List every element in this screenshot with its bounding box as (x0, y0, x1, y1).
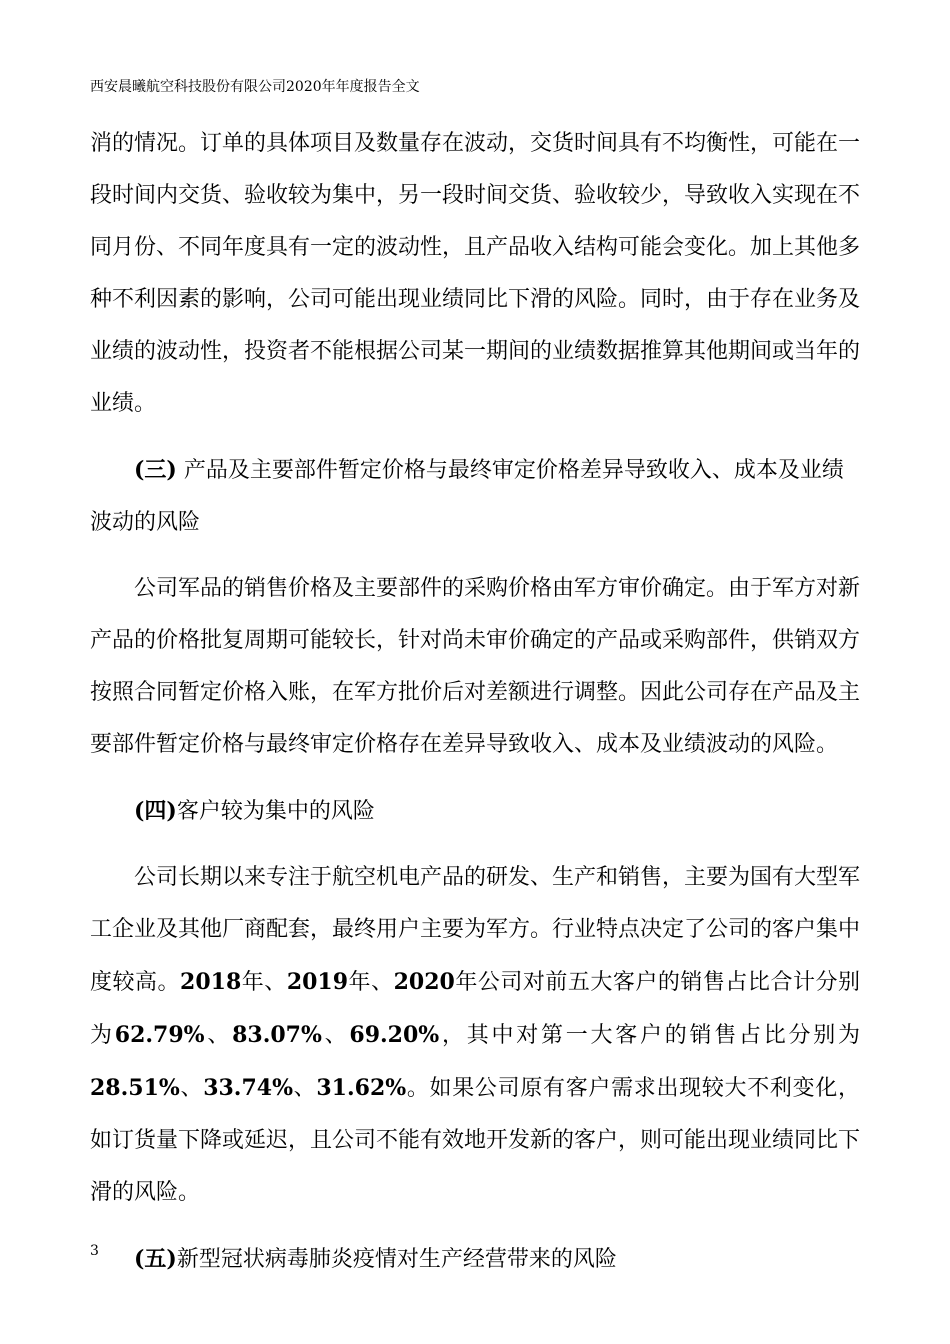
text-run: ，其中对第一大客户的销售占比分别为 (439, 1023, 860, 1048)
text-run: 年、 (241, 970, 287, 995)
text-run: 。如果公司原有客户需求出现较大不利变化，如订货量下降或延迟，且公司不能有效地开发新的客户，则可能出现业绩同比下滑的风险。 (90, 1076, 861, 1205)
year-value: 2019 (286, 969, 349, 995)
text-run: 、 (321, 1023, 350, 1048)
section-title: 新型冠状病毒肺炎疫情对生产经营带来的风险 (176, 1247, 617, 1272)
report-header: 西安晨曦航空科技股份有限公司2020年年度报告全文 (90, 79, 420, 95)
percent-value: 62.79% (114, 1022, 205, 1048)
page-number: 3 (90, 1243, 99, 1259)
section-number: (四) (134, 798, 177, 824)
section-title: 客户较为集中的风险 (176, 799, 375, 824)
percent-value: 83.07% (232, 1022, 322, 1048)
year-value: 2020 (393, 969, 455, 995)
section-number: (五) (134, 1246, 177, 1272)
section-number: (三) (134, 457, 177, 483)
text-run: 年、 (348, 970, 394, 995)
percent-value: 33.74% (203, 1075, 293, 1101)
text-run: 、 (179, 1076, 204, 1101)
document-body (90, 118, 860, 1300)
section-heading-3 (90, 444, 860, 549)
percent-value: 28.51% (90, 1075, 180, 1101)
section-title: 产品及主要部件暂定价格与最终审定价格差异导致收入、成本及业绩波动的风险 (90, 458, 844, 535)
section-heading-4 (90, 785, 860, 838)
paragraph-continued: 消的情况。订单的具体项目及数量存在波动，交货时间具有不均衡性，可能在一段时间内交货、验收较为集中，另一段时间交货、验收较少，导致收入实现在不同月份、不同年度具有一定的波动性，且产品收入结构可能会变化。加上其他多种不利因素的影响，公司可能出现业绩同比下滑的风险。同时，由于存在业务及业绩的波动性，投资者不能根据公司某一期间的业绩数据推算其他期间或当年的业绩。 (90, 131, 861, 416)
text-run: 、 (292, 1076, 317, 1101)
text-run: 、 (204, 1023, 233, 1048)
paragraph-pricing-risk: 公司军品的销售价格及主要部件的采购价格由军方审价确定。由于军方对新产品的价格批复周期可能较长，针对尚未审价确定的产品或采购部件，供销双方按照合同暂定价格入账，在军方批价后对差额进行调整。因此公司存在产品及主要部件暂定价格与最终审定价格存在差异导致收入、成本及业绩波动的风险。 (90, 576, 861, 757)
text-run: 年公司对前五大客户的销售占比合计分别为 (90, 970, 860, 1048)
percent-value: 69.20% (349, 1022, 440, 1048)
text-run: 公司长期以来专注于航空机电产品的研发、生产和销售，主要为国有大型军工企业及其他厂商配套，最终用户主要为军方。行业特点决定了公司的客户集中度较高。 (90, 865, 861, 995)
section-heading-5 (90, 1233, 860, 1286)
percent-value: 31.62% (316, 1075, 407, 1101)
paragraph-customer-concentration (90, 852, 860, 1219)
year-value: 2018 (180, 969, 242, 995)
